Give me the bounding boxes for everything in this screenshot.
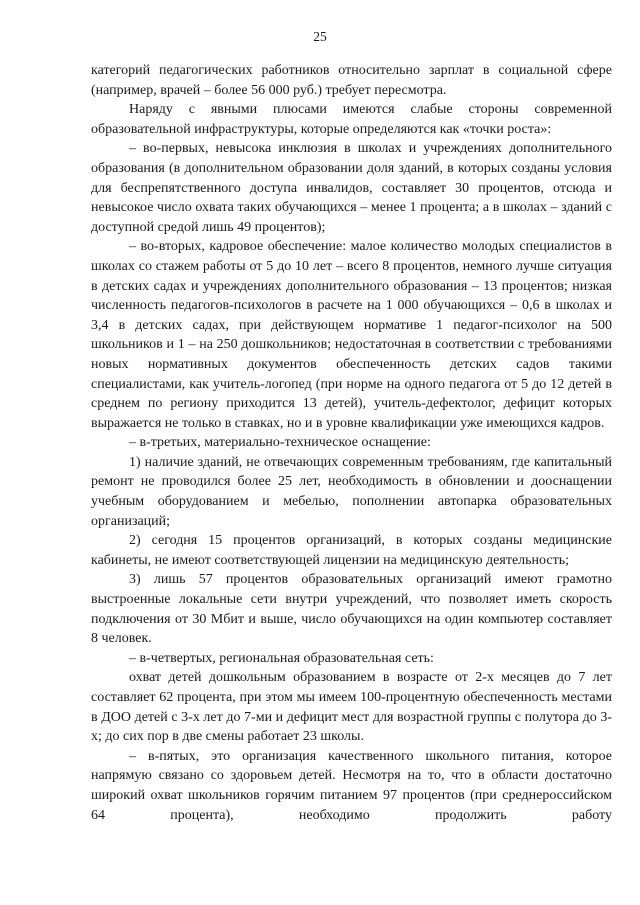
paragraph-2: Наряду с явными плюсами имеются слабые стороны современной образовательной инфраструктуры, которые определяются как «точки роста»: <box>91 102 612 137</box>
paragraph-11: – в-пятых, это организация качественного школьного питания, которое напрямую связано со здоровьем детей. Несмотря на то, что в области достаточно широкий охват школьников горячим питанием 97 процентов (при среднероссийском 64 процента), необходимо продолжить работу <box>91 748 612 823</box>
paragraph-8: 3) лишь 57 процентов образовательных организаций имеют грамотно выстроенные локальные сети внутри учреждений, что позволяет иметь скорость подключения от 30 Мбит и выше, число обучающихся на один компьютер составляет 8 человек. <box>91 572 612 647</box>
paragraph-3: – во-первых, невысока инклюзия в школах и учреждениях дополнительного образования (в дополнительном образовании доля зданий, в которых созданы условия для беспрепятственного доступа инвалидов, составляет 30 процентов, отсюда и невысокое число охвата таких обучающихся – менее 1 процента; а в школах – зданий с доступной средой лишь 49 процентов); <box>91 141 612 235</box>
paragraph-7: 2) сегодня 15 процентов организаций, в которых созданы медицинские кабинеты, не имеют соответствующей лицензии на медицинскую деятельность; <box>91 533 612 568</box>
paragraph-4: – во-вторых, кадровое обеспечение: малое количество молодых специалистов в школах со стажем работы от 5 до 10 лет – всего 8 процентов, немного лучше ситуация в детских садах и учреждениях дополнительного образования – 13 процентов; низкая численность педагогов-психологов в расчете на 1 000 обучающихся – 0,6 в школах и 3,4 в детских садах, при действующем нормативе 1 педагог-психолог на 500 школьников и 1 – на 250 дошкольников; недостаточная в соответствии с требованиями новых нормативных документов обеспеченность детских садов такими специалистами, как учитель-логопед (при норме на одного педагога от 5 до 12 детей в среднем по региону приходится 13 детей), учитель-дефектолог, дефицит которых выражается не только в ставках, но и в уровне квалификации уже имеющихся кадров. <box>91 239 612 431</box>
paragraph-1: категорий педагогических работников относительно зарплат в социальной сфере (например, врачей – более 56 000 руб.) требует пересмотра. <box>91 63 612 98</box>
page-body <box>91 61 612 825</box>
paragraph-5: – в-третьих, материально-техническое оснащение: <box>129 435 431 451</box>
page-number: 25 <box>313 29 327 44</box>
paragraph-9: – в-четвертых, региональная образовательная сеть: <box>129 650 434 666</box>
paragraph-10: охват детей дошкольным образованием в возрасте от 2-х месяцев до 7 лет составляет 62 процента, при этом мы имеем 100-процентную обеспеченность местами в ДОО детей с 3-х лет до 7-ми и дефицит мест для возрастной группы с полутора до 3-х; до сих пор в две смены работает 23 школы. <box>91 670 612 745</box>
paragraph-6: 1) наличие зданий, не отвечающих современным требованиям, где капитальный ремонт не проводился более 25 лет, необходимость в обновлении и дооснащении учебным оборудованием и мебелью, пополнении автопарка образовательных организаций; <box>91 454 612 529</box>
